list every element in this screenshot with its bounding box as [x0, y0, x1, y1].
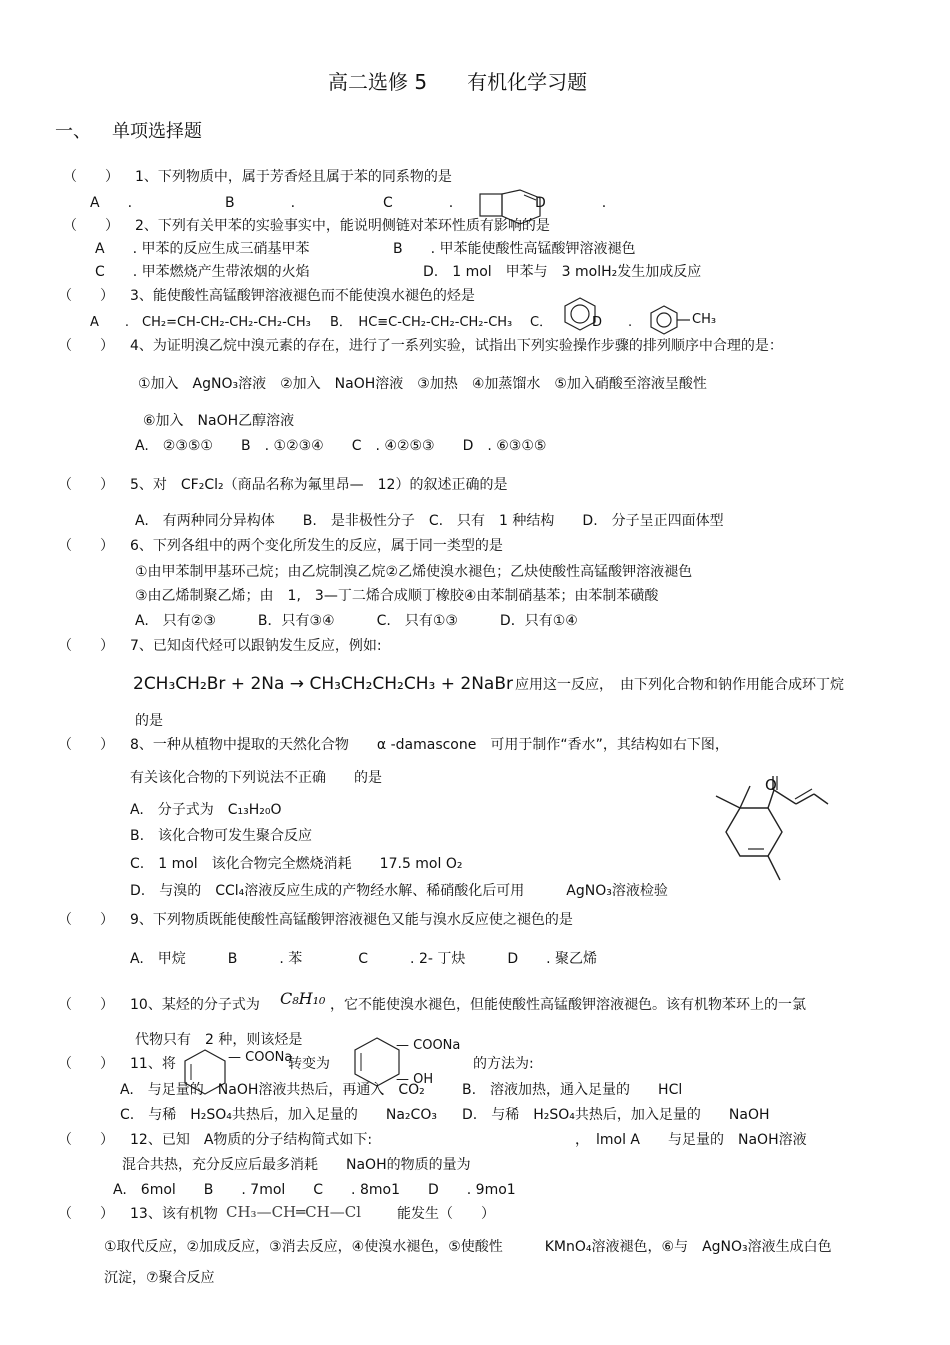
- q4-steps-line1: ①加入 AgNO₃溶液 ②加入 NaOH溶液 ③加热 ④加蒸馏水 ⑤加入硝酸至溶液呈酸性: [138, 376, 707, 392]
- q3-stem: 3、能使酸性高锰酸钾溶液褪色而不能使溴水褪色的烃是: [130, 288, 475, 304]
- q6-options: A. 只有②③ B．只有③④ C. 只有①③ D．只有①④: [135, 613, 578, 629]
- q8-option-a: A. 分子式为 C₁₃H₂₀O: [130, 802, 282, 818]
- q11-paren: （ ）: [58, 1056, 114, 1072]
- q11-stem-b: 转变为: [288, 1056, 330, 1072]
- q11-stem-a: 11、将: [130, 1056, 176, 1072]
- section-label: 单项选择题: [112, 121, 202, 142]
- q11-option-b: B. 溶液加热，通入足量的 HCl: [462, 1082, 683, 1098]
- q10-stem-b: ，它不能使溴水褪色，但能使酸性高锰酸钾溶液褪色。该有机物苯环上的一氯: [330, 997, 806, 1013]
- q13-line2: 沉淀，⑦聚合反应: [104, 1270, 215, 1286]
- q3-paren: （ ）: [58, 288, 114, 304]
- q12-paren: （ ）: [58, 1132, 114, 1148]
- q3-option-b: B． HC≡C-CH₂-CH₂-CH₂-CH₃: [330, 315, 513, 330]
- q10-stem2: 代物只有 2 种，则该烃是: [135, 1032, 303, 1048]
- q4-stem: 4、为证明溴乙烷中溴元素的存在，进行了一系列实验，试指出下列实验操作步骤的排列顺序中合理的是：: [130, 338, 783, 354]
- q3-option-a: A . CH₂=CH-CH₂-CH₂-CH₂-CH₃: [90, 315, 311, 330]
- q13-formula: CH₃—CH═CH—Cl: [226, 1203, 361, 1221]
- q11-option-d: D. 与稀 H₂SO₄共热后，加入足量的 NaOH: [462, 1107, 770, 1123]
- q9-options: A. 甲烷 B . 苯 C . 2- 丁炔 D . 聚乙烯: [130, 951, 598, 967]
- q2-option-a: A . 甲苯的反应生成三硝基甲苯: [95, 241, 310, 257]
- q8-option-d: D. 与溴的 CCl₄溶液反应生成的产物经水解、稀硝酸化后可用 AgNO₃溶液检验: [130, 883, 668, 899]
- q9-paren: （ ）: [58, 912, 114, 928]
- q6-stem: 6、下列各组中的两个变化所发生的反应，属于同一类型的是: [130, 538, 503, 554]
- q11-option-c: C. 与稀 H₂SO₄共热后，加入足量的 Na₂CO₃: [120, 1107, 437, 1123]
- q2-stem: 2、下列有关甲苯的实验事实中，能说明侧链对苯环性质有影响的是: [135, 218, 550, 234]
- q8-option-c: C. 1 mol 该化合物完全燃烧消耗 17.5 mol O₂: [130, 856, 463, 872]
- q6-line1: ①由甲苯制甲基环己烷；由乙烷制溴乙烷②乙烯使溴水褪色；乙炔使酸性高锰酸钾溶液褪色: [135, 564, 693, 580]
- q8-stem: 8、一种从植物中提取的天然化合物 α -damascone 可用于制作“香水”，其结构如右下图，: [130, 737, 729, 753]
- toluene-ring-structure: [648, 304, 692, 336]
- q11-coona-2: — COONa: [396, 1038, 461, 1053]
- q8-option-b: B. 该化合物可发生聚合反应: [130, 828, 313, 844]
- q1-option-d: D .: [535, 195, 607, 211]
- section-number: 一、: [55, 121, 91, 142]
- q5-options: A. 有两种同分异构体 B. 是非极性分子 C. 只有 1 种结构 D. 分子呈正四面体型: [135, 513, 724, 529]
- q10-paren: （ ）: [58, 997, 114, 1013]
- q12-stem2: 混合共热，充分反应后最多消耗 NaOH的物质的量为: [122, 1157, 471, 1173]
- q1-paren: （ ）: [63, 169, 119, 185]
- q11-option-a: A. 与足量的 NaOH溶液共热后，再通入 CO₂: [120, 1082, 425, 1098]
- q8-oxygen-label: O: [765, 776, 777, 794]
- q1-option-a: A .: [90, 195, 133, 211]
- q7-stem: 7、已知卤代烃可以跟钠发生反应，例如:: [130, 638, 382, 654]
- q1-option-c: C .: [383, 195, 454, 211]
- q5-paren: （ ）: [58, 477, 114, 493]
- q7-tail: 应用这一反应， 由下列化合物和钠作用能合成环丁烷: [515, 677, 844, 693]
- q11-coona-1: — COONa: [228, 1050, 293, 1065]
- q7-paren: （ ）: [58, 638, 114, 654]
- page-title: 高二选修 5 有机化学习题: [328, 70, 588, 94]
- q6-paren: （ ）: [58, 538, 114, 554]
- q10-formula: C₈H₁₀: [280, 989, 326, 1008]
- q8-paren: （ ）: [58, 737, 114, 753]
- q7-tail2: 的是: [135, 713, 163, 729]
- q13-stem-a: 13、该有机物: [130, 1206, 218, 1222]
- q1-stem: 1、下列物质中，属于芳香烃且属于苯的同系物的是: [135, 169, 452, 185]
- q4-steps-line2: ⑥加入 NaOH乙醇溶液: [143, 413, 295, 429]
- q12-stem: 12、已知 A物质的分子结构简式如下:: [130, 1132, 373, 1148]
- q9-stem: 9、下列物质既能使酸性高锰酸钾溶液褪色又能与溴水反应使之褪色的是: [130, 912, 573, 928]
- q13-line1: ①取代反应，②加成反应，③消去反应，④使溴水褪色，⑤使酸性 KMnO₄溶液褪色，⑥与 AgNO₃溶液生成白色: [104, 1239, 832, 1255]
- q2-option-b: B . 甲苯能使酸性高锰酸钾溶液褪色: [393, 241, 636, 257]
- q7-equation: 2CH₃CH₂Br + 2Na → CH₃CH₂CH₂CH₃ + 2NaBr: [133, 674, 513, 694]
- q3-option-c: C．: [530, 315, 553, 330]
- q4-options: A. ②③⑤① B . ①②③④ C . ④②⑤③ D . ⑥③①⑤: [135, 438, 547, 454]
- q1-option-b: B .: [225, 195, 296, 211]
- q2-option-d: D. 1 mol 甲苯与 3 molH₂发生加成反应: [423, 264, 702, 280]
- q2-option-c: C . 甲苯燃烧产生带浓烟的火焰: [95, 264, 310, 280]
- q13-stem-b: 能发生（ ）: [397, 1206, 495, 1222]
- q11-oh: — OH: [396, 1072, 434, 1087]
- q10-stem-a: 10、某烃的分子式为: [130, 997, 260, 1013]
- q12-options: A. 6mol B . 7mol C . 8mo1 D . 9mo1: [113, 1182, 516, 1198]
- q3-ch3-label: CH₃: [692, 312, 717, 327]
- q5-stem: 5、对 CF₂Cl₂（商品名称为氟里昂— 12）的叙述正确的是: [130, 477, 508, 493]
- q8-stem2: 有关该化合物的下列说法不正确 的是: [130, 770, 382, 786]
- q12-stem-b: ， lmol A 与足量的 NaOH溶液: [575, 1132, 807, 1148]
- q3-option-d: D .: [592, 315, 633, 330]
- q11-stem-c: 的方法为:: [473, 1056, 534, 1072]
- q13-paren: （ ）: [58, 1206, 114, 1222]
- q4-paren: （ ）: [58, 338, 114, 354]
- q6-line2: ③由乙烯制聚乙烯；由 1, 3—丁二烯合成顺丁橡胶④由苯制硝基苯；由苯制苯磺酸: [135, 588, 659, 604]
- q2-paren: （ ）: [63, 218, 119, 234]
